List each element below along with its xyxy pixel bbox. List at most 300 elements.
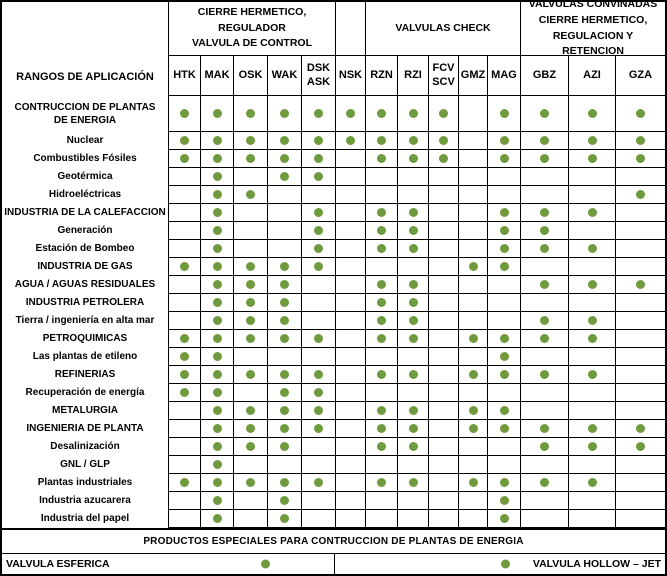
cell-RZN <box>366 222 398 240</box>
dot-marker <box>540 478 549 487</box>
cell-MAG <box>488 204 521 222</box>
cell-RZI <box>398 132 429 150</box>
dot-marker <box>280 514 289 523</box>
dot-marker <box>409 334 418 343</box>
col-header-line: GZA <box>628 68 653 81</box>
cell-MAG <box>488 240 521 258</box>
cell-GMZ <box>459 168 488 186</box>
dot-marker <box>213 190 222 199</box>
dot-marker <box>213 370 222 379</box>
cell-HTK <box>169 366 201 384</box>
cell-OSK <box>234 384 268 402</box>
group-header-line: VALVULA DE CONTROL <box>192 37 312 50</box>
spherical-valve-label: VALVULA ESFERICA <box>6 558 110 570</box>
cell-OSK <box>234 492 268 510</box>
cell-GZA <box>616 258 665 276</box>
cell-NSK <box>336 402 366 420</box>
dot-marker <box>540 334 549 343</box>
dot-marker <box>409 244 418 253</box>
cell-DSK <box>302 276 336 294</box>
col-header-GBZ <box>521 56 569 96</box>
dot-marker <box>213 514 222 523</box>
cell-MAG <box>488 438 521 456</box>
cell-WAK <box>268 222 302 240</box>
dot-marker <box>377 244 386 253</box>
dot-marker <box>500 352 509 361</box>
row-label <box>2 384 169 402</box>
cell-HTK <box>169 312 201 330</box>
cell-RZN <box>366 132 398 150</box>
col-header-AZI <box>569 56 616 96</box>
dot-marker <box>500 334 509 343</box>
col-header-line: SCV <box>432 75 455 88</box>
cell-RZN <box>366 204 398 222</box>
cell-FCV <box>429 204 459 222</box>
col-header-WAK <box>268 56 302 96</box>
col-header-line: DSK <box>306 62 331 75</box>
dot-marker <box>314 244 323 253</box>
dot-marker <box>314 208 323 217</box>
cell-RZN <box>366 384 398 402</box>
cell-GZA <box>616 294 665 312</box>
cell-GBZ <box>521 402 569 420</box>
cell-RZN <box>366 366 398 384</box>
dot-marker <box>246 298 255 307</box>
dot-marker <box>246 478 255 487</box>
row-label-line: CONTRUCCION DE PLANTAS <box>14 101 156 113</box>
table-row <box>2 132 665 150</box>
row-label-title: RANGOS DE APLICACIÓN <box>2 2 169 96</box>
cell-FCV <box>429 96 459 132</box>
cell-MAG <box>488 456 521 474</box>
cell-MAG <box>488 150 521 168</box>
row-label-line: DE ENERGIA <box>53 115 117 126</box>
row-label <box>2 276 169 294</box>
row-label-line: REFINERIAS <box>54 369 116 381</box>
dot-marker <box>540 316 549 325</box>
dot-marker <box>588 424 597 433</box>
cell-MAK <box>201 312 234 330</box>
dot-marker <box>588 244 597 253</box>
row-label-line: Nuclear <box>66 135 104 147</box>
cell-GBZ <box>521 150 569 168</box>
cell-AZI <box>569 186 616 204</box>
cell-OSK <box>234 96 268 132</box>
cell-GZA <box>616 420 665 438</box>
cell-WAK <box>268 240 302 258</box>
cell-RZI <box>398 222 429 240</box>
cell-GBZ <box>521 258 569 276</box>
cell-GMZ <box>459 96 488 132</box>
cell-GBZ <box>521 312 569 330</box>
cell-MAK <box>201 420 234 438</box>
row-label-line: Tierra / ingeniería en alta mar <box>15 315 155 327</box>
cell-WAK <box>268 312 302 330</box>
cell-OSK <box>234 510 268 528</box>
spherical-valve-cell <box>2 554 335 574</box>
cell-OSK <box>234 294 268 312</box>
cell-WAK <box>268 294 302 312</box>
cell-HTK <box>169 420 201 438</box>
cell-AZI <box>569 204 616 222</box>
cell-DSK <box>302 294 336 312</box>
cell-RZI <box>398 204 429 222</box>
row-label-line: INDUSTRIA DE LA CALEFACCION <box>4 207 166 219</box>
cell-AZI <box>569 222 616 240</box>
cell-FCV <box>429 222 459 240</box>
table-row <box>2 330 665 348</box>
cell-FCV <box>429 402 459 420</box>
cell-WAK <box>268 258 302 276</box>
cell-GMZ <box>459 222 488 240</box>
dot-marker <box>409 316 418 325</box>
cell-AZI <box>569 402 616 420</box>
table-body <box>2 96 665 528</box>
dot-marker <box>377 424 386 433</box>
group-header-line: REGULACION Y RETENCION <box>552 29 634 58</box>
table-row <box>2 96 665 132</box>
cell-GMZ <box>459 258 488 276</box>
dot-marker <box>280 154 289 163</box>
row-label <box>2 456 169 474</box>
cell-WAK <box>268 132 302 150</box>
cell-GZA <box>616 312 665 330</box>
dot-marker <box>500 496 509 505</box>
cell-GZA <box>616 348 665 366</box>
table-row <box>2 312 665 330</box>
cell-RZI <box>398 330 429 348</box>
cell-OSK <box>234 186 268 204</box>
dot-marker <box>588 136 597 145</box>
cell-OSK <box>234 474 268 492</box>
dot-marker <box>469 424 478 433</box>
cell-HTK <box>169 258 201 276</box>
row-label <box>2 474 169 492</box>
cell-MAK <box>201 96 234 132</box>
cell-OSK <box>234 438 268 456</box>
dot-marker <box>180 352 189 361</box>
cell-MAK <box>201 510 234 528</box>
row-label-line: PETROQUIMICAS <box>42 333 128 345</box>
dot-marker <box>246 370 255 379</box>
dot-marker <box>314 424 323 433</box>
cell-FCV <box>429 312 459 330</box>
dot-marker <box>500 514 509 523</box>
dot-marker <box>588 478 597 487</box>
cell-FCV <box>429 168 459 186</box>
col-header-GZA <box>616 56 665 96</box>
cell-WAK <box>268 510 302 528</box>
table-row <box>2 150 665 168</box>
dot-marker <box>213 109 222 118</box>
cell-OSK <box>234 402 268 420</box>
cell-AZI <box>569 510 616 528</box>
cell-RZN <box>366 402 398 420</box>
dot-marker <box>377 226 386 235</box>
cell-MAK <box>201 258 234 276</box>
cell-MAG <box>488 474 521 492</box>
cell-RZI <box>398 366 429 384</box>
cell-GMZ <box>459 402 488 420</box>
dot-marker <box>180 478 189 487</box>
cell-AZI <box>569 312 616 330</box>
cell-NSK <box>336 96 366 132</box>
cell-GBZ <box>521 492 569 510</box>
cell-MAG <box>488 402 521 420</box>
cell-MAK <box>201 276 234 294</box>
dot-marker <box>409 154 418 163</box>
dot-marker <box>280 442 289 451</box>
cell-FCV <box>429 492 459 510</box>
dot-marker <box>213 478 222 487</box>
dot-marker <box>346 136 355 145</box>
special-products-banner: PRODUCTOS ESPECIALES PARA CONTRUCCION DE PLANTAS DE ENERGIA <box>2 528 665 554</box>
group-header-0 <box>169 2 336 56</box>
dot-marker <box>377 370 386 379</box>
cell-MAK <box>201 150 234 168</box>
group-header-line: VALVULAS CHECK <box>395 21 491 34</box>
dot-marker <box>180 388 189 397</box>
cell-RZN <box>366 150 398 168</box>
cell-NSK <box>336 456 366 474</box>
table-row <box>2 294 665 312</box>
dot-marker <box>500 262 509 271</box>
cell-NSK <box>336 312 366 330</box>
cell-DSK <box>302 132 336 150</box>
cell-NSK <box>336 204 366 222</box>
dot-marker <box>314 370 323 379</box>
row-label <box>2 186 169 204</box>
cell-NSK <box>336 132 366 150</box>
dot-marker <box>280 334 289 343</box>
row-label-line: INGENIERIA DE PLANTA <box>26 423 144 435</box>
table-row <box>2 258 665 276</box>
col-header-line: RZN <box>370 68 393 81</box>
dot-marker <box>377 298 386 307</box>
cell-HTK <box>169 510 201 528</box>
cell-NSK <box>336 240 366 258</box>
col-header-DSK <box>302 56 336 96</box>
cell-MAG <box>488 420 521 438</box>
dot-marker <box>213 442 222 451</box>
dot-marker <box>180 370 189 379</box>
row-label-line: Las plantas de etileno <box>32 351 138 363</box>
cell-GZA <box>616 330 665 348</box>
cell-NSK <box>336 330 366 348</box>
cell-NSK <box>336 492 366 510</box>
cell-RZI <box>398 276 429 294</box>
dot-marker <box>213 298 222 307</box>
cell-WAK <box>268 492 302 510</box>
cell-RZI <box>398 456 429 474</box>
col-header-line: OSK <box>238 68 263 81</box>
cell-RZI <box>398 438 429 456</box>
cell-GBZ <box>521 438 569 456</box>
cell-RZI <box>398 420 429 438</box>
dot-marker <box>377 109 386 118</box>
cell-DSK <box>302 456 336 474</box>
dot-marker <box>636 136 645 145</box>
table-row <box>2 186 665 204</box>
cell-GZA <box>616 492 665 510</box>
row-label <box>2 402 169 420</box>
row-label <box>2 168 169 186</box>
cell-GMZ <box>459 366 488 384</box>
dot-marker <box>636 154 645 163</box>
cell-GBZ <box>521 420 569 438</box>
hollow-jet-valve-label: VALVULA HOLLOW – JET <box>532 558 661 570</box>
dot-marker <box>409 370 418 379</box>
col-header-RZI <box>398 56 429 96</box>
dot-marker <box>213 136 222 145</box>
dot-marker <box>246 442 255 451</box>
cell-GMZ <box>459 204 488 222</box>
cell-WAK <box>268 456 302 474</box>
cell-GBZ <box>521 204 569 222</box>
dot-marker <box>246 424 255 433</box>
dot-marker <box>409 280 418 289</box>
dot-marker <box>540 424 549 433</box>
cell-HTK <box>169 402 201 420</box>
dot-marker <box>540 109 549 118</box>
dot-marker <box>314 478 323 487</box>
row-label-line: AGUA / AGUAS RESIDUALES <box>14 279 156 291</box>
row-label-line: Industria azucarera <box>39 495 131 507</box>
dot-marker <box>261 560 270 569</box>
dot-marker <box>246 109 255 118</box>
dot-marker <box>314 334 323 343</box>
row-label-line: Geotérmica <box>57 171 113 183</box>
dot-marker <box>409 424 418 433</box>
col-header-FCV <box>429 56 459 96</box>
cell-FCV <box>429 366 459 384</box>
cell-OSK <box>234 330 268 348</box>
table-row <box>2 492 665 510</box>
cell-RZI <box>398 384 429 402</box>
cell-GZA <box>616 366 665 384</box>
dot-marker <box>213 280 222 289</box>
cell-AZI <box>569 96 616 132</box>
cell-GBZ <box>521 132 569 150</box>
row-label <box>2 366 169 384</box>
dot-marker <box>540 442 549 451</box>
dot-marker <box>409 109 418 118</box>
row-label <box>2 96 169 132</box>
dot-marker <box>500 370 509 379</box>
cell-GMZ <box>459 492 488 510</box>
cell-RZI <box>398 96 429 132</box>
dot-marker <box>409 226 418 235</box>
cell-GBZ <box>521 186 569 204</box>
col-header-line: WAK <box>271 68 298 81</box>
cell-GBZ <box>521 348 569 366</box>
dot-marker <box>409 298 418 307</box>
cell-RZI <box>398 240 429 258</box>
cell-HTK <box>169 474 201 492</box>
cell-FCV <box>429 132 459 150</box>
dot-marker <box>588 280 597 289</box>
table-row <box>2 510 665 528</box>
col-header-OSK <box>234 56 268 96</box>
cell-GMZ <box>459 438 488 456</box>
cell-NSK <box>336 366 366 384</box>
row-label <box>2 258 169 276</box>
cell-GBZ <box>521 96 569 132</box>
col-header-HTK <box>169 56 201 96</box>
row-label <box>2 438 169 456</box>
col-header-line: MAG <box>491 68 517 81</box>
cell-RZN <box>366 294 398 312</box>
dot-marker <box>540 208 549 217</box>
cell-RZN <box>366 348 398 366</box>
dot-marker <box>314 262 323 271</box>
dot-marker <box>409 208 418 217</box>
cell-AZI <box>569 420 616 438</box>
dot-marker <box>500 109 509 118</box>
cell-GBZ <box>521 222 569 240</box>
cell-MAG <box>488 510 521 528</box>
col-header-line: FCV <box>432 62 455 75</box>
dot-marker <box>213 406 222 415</box>
cell-HTK <box>169 276 201 294</box>
cell-GZA <box>616 132 665 150</box>
cell-RZI <box>398 348 429 366</box>
table-row <box>2 348 665 366</box>
group-header-1 <box>336 2 366 56</box>
cell-GBZ <box>521 474 569 492</box>
row-label <box>2 204 169 222</box>
cell-HTK <box>169 168 201 186</box>
cell-RZI <box>398 294 429 312</box>
dot-marker <box>314 109 323 118</box>
cell-MAK <box>201 384 234 402</box>
table-row <box>2 204 665 222</box>
cell-AZI <box>569 258 616 276</box>
row-label-line: Desalinización <box>50 441 120 453</box>
cell-HTK <box>169 384 201 402</box>
cell-HTK <box>169 456 201 474</box>
dot-marker <box>469 334 478 343</box>
cell-FCV <box>429 456 459 474</box>
cell-MAG <box>488 330 521 348</box>
dot-marker <box>213 226 222 235</box>
dot-marker <box>636 190 645 199</box>
cell-DSK <box>302 96 336 132</box>
dot-marker <box>588 370 597 379</box>
cell-RZI <box>398 168 429 186</box>
cell-FCV <box>429 258 459 276</box>
cell-WAK <box>268 402 302 420</box>
dot-marker <box>280 424 289 433</box>
dot-marker <box>246 262 255 271</box>
dot-marker <box>377 478 386 487</box>
row-label-line: Estación de Bombeo <box>35 243 135 255</box>
dot-marker <box>246 280 255 289</box>
cell-DSK <box>302 366 336 384</box>
dot-marker <box>213 316 222 325</box>
col-header-line: AZI <box>583 68 601 81</box>
cell-NSK <box>336 150 366 168</box>
dot-marker <box>180 262 189 271</box>
table-row <box>2 222 665 240</box>
dot-marker <box>500 244 509 253</box>
cell-MAK <box>201 186 234 204</box>
cell-NSK <box>336 384 366 402</box>
table-row <box>2 240 665 258</box>
group-header-line: REGULADOR <box>218 21 286 34</box>
dot-marker <box>588 316 597 325</box>
cell-OSK <box>234 258 268 276</box>
